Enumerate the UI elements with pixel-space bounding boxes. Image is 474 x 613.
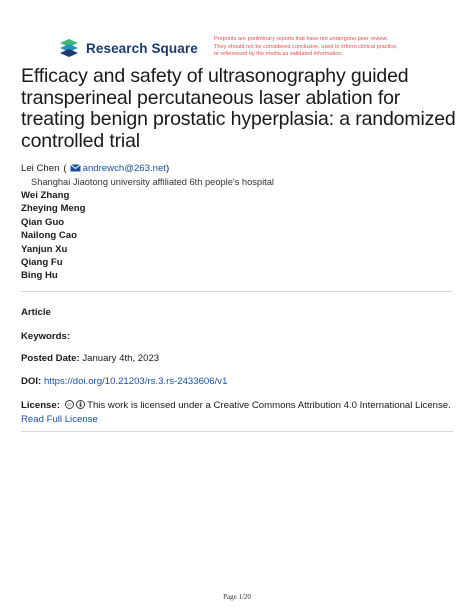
author-name: Lei Chen bbox=[21, 163, 60, 174]
envelope-icon bbox=[70, 164, 81, 172]
notice-line: They should not be considered conclusive, used to inform clinical practice, bbox=[214, 43, 398, 50]
notice-line: or referenced by the media as validated information. bbox=[214, 51, 344, 58]
doi-label: DOI: bbox=[21, 376, 42, 387]
divider bbox=[21, 291, 453, 292]
page-number: Page 1/20 bbox=[223, 593, 251, 601]
license-text: This work is licensed under a Creative Commons Attribution 4.0 International License. bbox=[87, 400, 451, 411]
author-name: Yanjun Xu bbox=[21, 243, 68, 255]
svg-text:cc: cc bbox=[67, 402, 72, 408]
posted-date bbox=[21, 353, 159, 365]
author-name: Nailong Cao bbox=[21, 230, 77, 242]
article-type-label: Article bbox=[21, 307, 51, 318]
article-type bbox=[21, 307, 51, 319]
paper-title bbox=[21, 66, 461, 152]
logo-text: Research Square bbox=[86, 40, 198, 56]
keywords bbox=[21, 331, 70, 343]
author-list bbox=[21, 162, 461, 283]
research-square-logo-icon bbox=[58, 38, 80, 58]
license-label: License: bbox=[21, 400, 60, 411]
email-paren-close: ) bbox=[165, 163, 170, 174]
page-header bbox=[0, 0, 474, 60]
author-email-link[interactable]: andrewch@263.net bbox=[82, 163, 166, 174]
license bbox=[21, 400, 451, 412]
read-full-license-link[interactable]: Read Full License bbox=[21, 414, 98, 425]
author-name: Zheying Meng bbox=[21, 203, 86, 215]
cc-icon bbox=[65, 400, 74, 409]
notice-line: Preprints are preliminary reports that have not undergone peer review. bbox=[214, 36, 388, 42]
title-line: treating benign prostatic hyperplasia: a randomized bbox=[21, 108, 456, 130]
author-name: Qiang Fu bbox=[21, 256, 63, 268]
keywords-label: Keywords: bbox=[21, 331, 71, 342]
research-square-logo[interactable] bbox=[58, 37, 198, 59]
posted-date-value: January 4th, 2023 bbox=[82, 353, 160, 364]
title-line: controlled trial bbox=[21, 129, 140, 152]
title-line: transperineal percutaneous laser ablation for bbox=[21, 86, 401, 109]
email-paren-open: ( bbox=[63, 163, 67, 174]
corresponding-author bbox=[21, 162, 461, 175]
title-line: Efficacy and safety of ultrasonography guided bbox=[21, 65, 409, 87]
posted-date-label: Posted Date: bbox=[21, 353, 80, 364]
author-name: Wei Zhang bbox=[21, 190, 70, 201]
divider bbox=[21, 431, 453, 432]
author-name: Qian Guo bbox=[21, 216, 65, 228]
doi bbox=[21, 376, 227, 388]
doi-link[interactable]: https://doi.org/10.21203/rs.3.rs-2433606/v1 bbox=[43, 376, 228, 387]
license-link-row bbox=[21, 414, 98, 426]
by-icon bbox=[76, 400, 85, 409]
author-name: Bing Hu bbox=[21, 270, 58, 282]
author-affiliation: Shanghai Jiaotong university affiliated 6th people's hospital bbox=[31, 177, 274, 187]
preprint-notice bbox=[214, 36, 464, 59]
